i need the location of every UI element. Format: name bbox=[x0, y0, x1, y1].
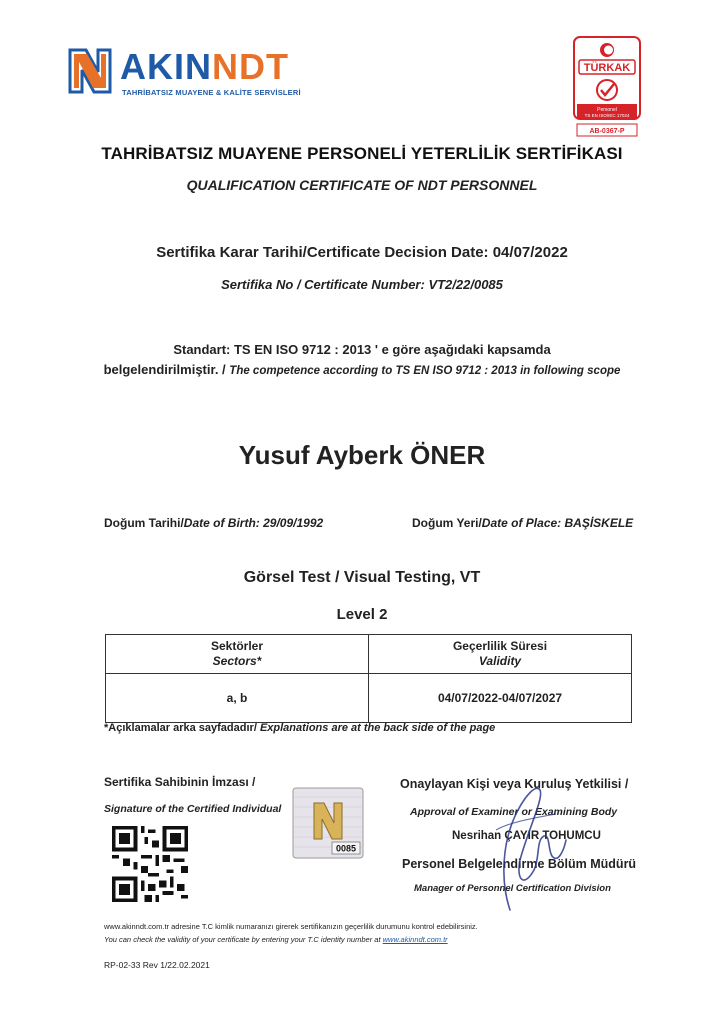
decision-date: Sertifika Karar Tarihi/Certificate Decision Date: 04/07/2022 bbox=[156, 244, 568, 261]
turkak-code: AB-0367-P bbox=[589, 128, 625, 135]
signer-title-en: Manager of Personnel Certification Division bbox=[414, 883, 611, 894]
approver-label-tr: Onaylayan Kişi veya Kuruluş Yetkilisi / bbox=[400, 777, 629, 791]
hologram-number: 0085 bbox=[335, 843, 357, 854]
sectors-header: Sektörler Sectors* bbox=[106, 635, 369, 674]
brand-subtitle: TAHRİBATSIZ MUAYENE & KALİTE SERVİSLERİ bbox=[122, 88, 301, 97]
explanation-note: *Açıklamalar arka sayfadadır/ Explanations are at the back side of the page bbox=[104, 722, 496, 734]
birth-date: Doğum Tarihi/Date of Birth: 29/09/1992 bbox=[104, 516, 324, 530]
akinndt-logo-icon bbox=[66, 46, 114, 96]
qr-code-icon[interactable] bbox=[112, 826, 188, 902]
website-link[interactable]: www.akinndt.com.tr bbox=[382, 935, 448, 944]
turkak-accreditation-icon bbox=[573, 36, 641, 140]
certificate-number: Sertifika No / Certificate Number: VT2/22/0085 bbox=[221, 277, 503, 292]
table-header-row bbox=[106, 635, 632, 674]
brand-name: AKINNDT bbox=[120, 46, 289, 87]
turkak-line2: TS EN ISO/IEC 17024 bbox=[584, 113, 630, 118]
footer-validation-en: You can check the validity of your certificate by entering your T.C identity number at www.akinndt.com.tr bbox=[104, 935, 448, 944]
holder-signature-label-tr: Sertifika Sahibinin İmzası / bbox=[104, 775, 256, 789]
sectors-value: a, b bbox=[106, 674, 369, 723]
approver-label-en: Approval of Examiner or Examining Body bbox=[410, 806, 618, 818]
certificate-title-tr: TAHRİBATSIZ MUAYENE PERSONELİ YETERLİLİK SERTİFİKASI bbox=[101, 144, 623, 163]
turkak-label: TÜRKAK bbox=[583, 62, 631, 74]
document-revision: RP-02-33 Rev 1/22.02.2021 bbox=[104, 960, 210, 970]
validity-value: 04/07/2022-04/07/2027 bbox=[369, 674, 632, 723]
validity-header: Geçerlilik Süresi Validity bbox=[369, 635, 632, 674]
hologram-seal-icon bbox=[292, 787, 364, 859]
holder-name: Yusuf Ayberk ÖNER bbox=[238, 440, 486, 470]
birth-place: Doğum Yeri/Date of Place: BAŞİSKELE bbox=[412, 516, 634, 530]
test-method: Görsel Test / Visual Testing, VT bbox=[243, 569, 481, 586]
footer-validation-tr: www.akinndt.com.tr adresine T.C kimlik numaranızı girerek sertifikanızın geçerlilik durumunu kontrol edebilirsiniz. bbox=[104, 922, 478, 931]
table-row bbox=[106, 674, 632, 723]
sectors-table bbox=[105, 634, 632, 723]
signer-title-tr: Personel Belgelendirme Bölüm Müdürü bbox=[402, 857, 637, 871]
signer-name: Nesrihan ÇAYIR TOHUMCU bbox=[452, 830, 601, 842]
holder-signature-label-en: Signature of the Certified Individual bbox=[104, 803, 282, 815]
standard-statement: Standart: TS EN ISO 9712 : 2013 ' e göre aşağıdaki kapsamda belgelendirilmiştir. / The competence according to TS EN ISO 9712 : 2013 in following scope bbox=[103, 342, 621, 377]
certificate-title-en: QUALIFICATION CERTIFICATE OF NDT PERSONNEL bbox=[186, 177, 538, 193]
certification-level: Level 2 bbox=[336, 606, 388, 623]
handwritten-signature-icon bbox=[440, 770, 590, 920]
turkak-line1: Personel bbox=[597, 107, 617, 113]
